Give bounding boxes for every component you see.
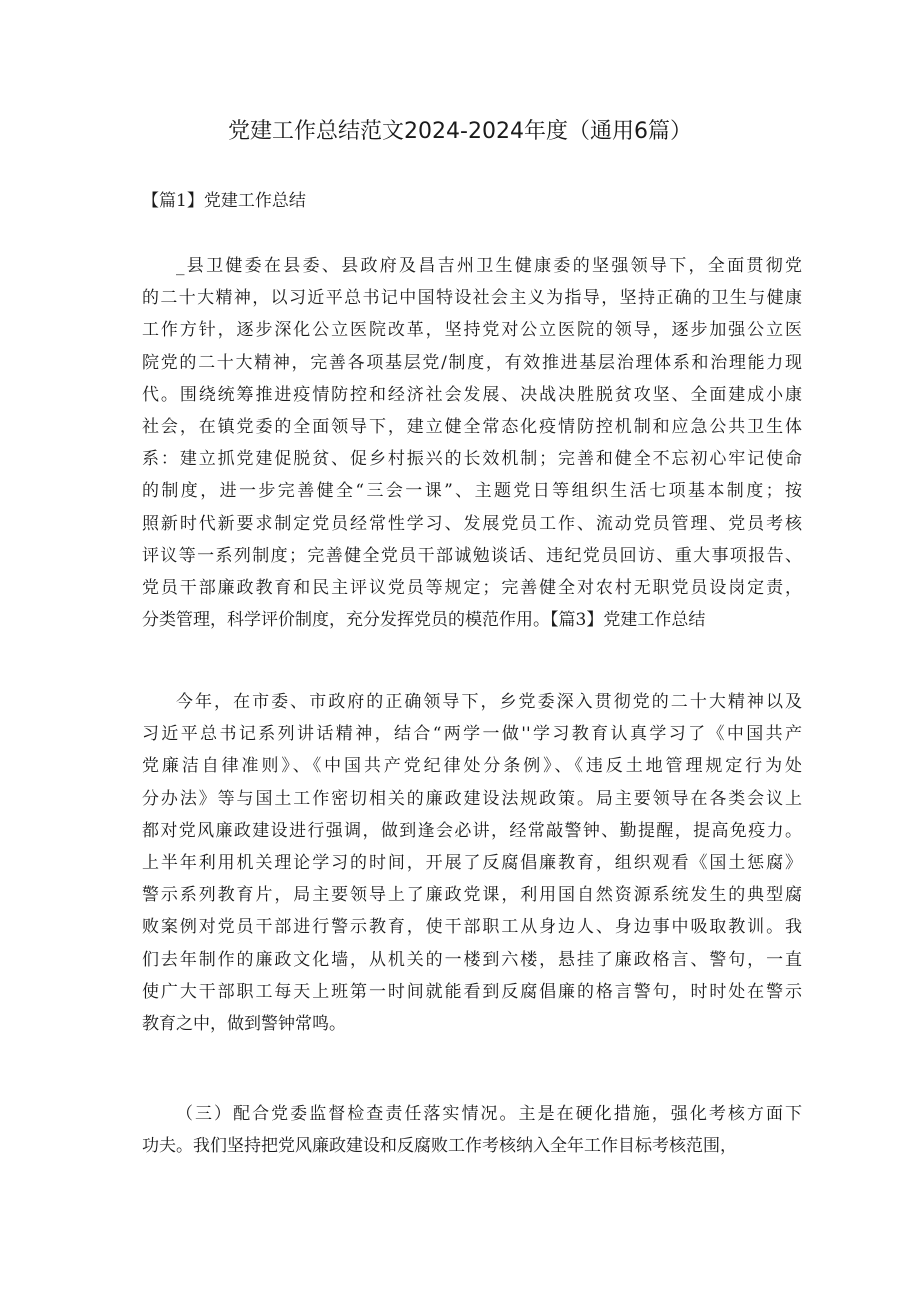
paragraph-line: 党廉洁自律准则》、《中国共产党纪律处分条例》、《违反土地管理规定行为处 <box>142 756 802 777</box>
paragraph-line: 上半年利用机关理论学习的时间，开展了反腐倡廉教育，组织观看《国土惩腐》 <box>142 853 802 874</box>
paragraph-line: 系：建立抓党建促脱贫、促乡村振兴的长效机制；完善和健全不忘初心牢记使命 <box>142 449 802 470</box>
paragraph-line: 警示系列教育片，局主要领导上了廉政党课，利用国自然资源系统发生的典型腐 <box>142 885 802 906</box>
paragraph-line: （三）配合党委监督检查责任落实情况。主是在硬化措施，强化考核方面下 <box>176 1104 802 1124</box>
paragraph-line: 败案例对党员干部进行警示教育，使干部职工从身边人、身边事中吸取教训。我 <box>142 917 802 938</box>
paragraph-line: 的制度，进一步完善健全“三会一课”、主题党日等组织生活七项基本制度；按 <box>142 481 802 502</box>
paragraph-line: 分办法》等与国土工作密切相关的廉政建设法规政策。局主要领导在各类会议上 <box>142 788 802 809</box>
paragraph-line: 党员干部廉政教育和民主评议党员等规定；完善健全对农村无职党员设岗定责， <box>142 578 802 599</box>
paragraph-1 <box>142 250 802 636</box>
document-title: 党建工作总结范文2024-2024年度（通用6篇） <box>228 119 692 144</box>
paragraph-line: 的二十大精神，以习近平总书记中国特设社会主义为指导，坚持正确的卫生与健康 <box>142 288 802 309</box>
paragraph-line: 们去年制作的廉政文化墙，从机关的一楼到六楼，悬挂了廉政格言、警句，一直 <box>142 949 802 970</box>
paragraph-line: 照新时代新要求制定党员经常性学习、发展党员工作、流动党员管理、党员考核 <box>142 513 802 534</box>
paragraph-line: 评议等一系列制度；完善健全党员干部诚勉谈话、违纪党员回访、重大事项报告、 <box>142 545 802 566</box>
paragraph-line: 工作方针，逐步深化公立医院改革，坚持党对公立医院的领导，逐步加强公立医 <box>142 320 802 341</box>
paragraph-line: 代。围绕统筹推进疫情防控和经济社会发展、决战决胜脱贫攻坚、全面建成小康 <box>142 384 802 405</box>
paragraph-line: 社会，在镇党委的全面领导下，建立健全常态化疫情防控机制和应急公共卫生体 <box>142 417 802 438</box>
paragraph-line: 习近平总书记系列讲话精神，结合“两学一做''学习教育认真学习了《中国共产 <box>142 724 802 745</box>
paragraph-line: 院党的二十大精神，完善各项基层党/制度，有效推进基层治理体系和治理能力现 <box>142 352 802 373</box>
paragraph-line: _县卫健委在县委、县政府及昌吉州卫生健康委的坚强领导下，全面贯彻党 <box>176 256 802 276</box>
paragraph-3 <box>142 1098 802 1162</box>
paragraph-line: 教育之中，做到警钟常鸣。 <box>142 1014 346 1035</box>
paragraph-line: 今年，在市委、市政府的正确领导下，乡党委深入贯彻党的二十大精神以及 <box>176 692 802 712</box>
paragraph-line: 功夫。我们坚持把党风廉政建设和反腐败工作考核纳入全年工作目标考核范围， <box>142 1136 737 1157</box>
paragraph-2 <box>142 686 802 1040</box>
section-heading: 【篇1】党建工作总结 <box>142 191 306 211</box>
paragraph-line: 使广大干部职工每天上班第一时间就能看到反腐倡廉的格言警句，时时处在警示 <box>142 981 802 1002</box>
paragraph-line: 分类管理，科学评价制度，充分发挥党员的模范作用。【篇3】党建工作总结 <box>142 610 706 631</box>
paragraph-line: 都对党风廉政建设进行强调，做到逢会必讲，经常敲警钟、勤提醒，提高免疫力。 <box>142 820 802 841</box>
